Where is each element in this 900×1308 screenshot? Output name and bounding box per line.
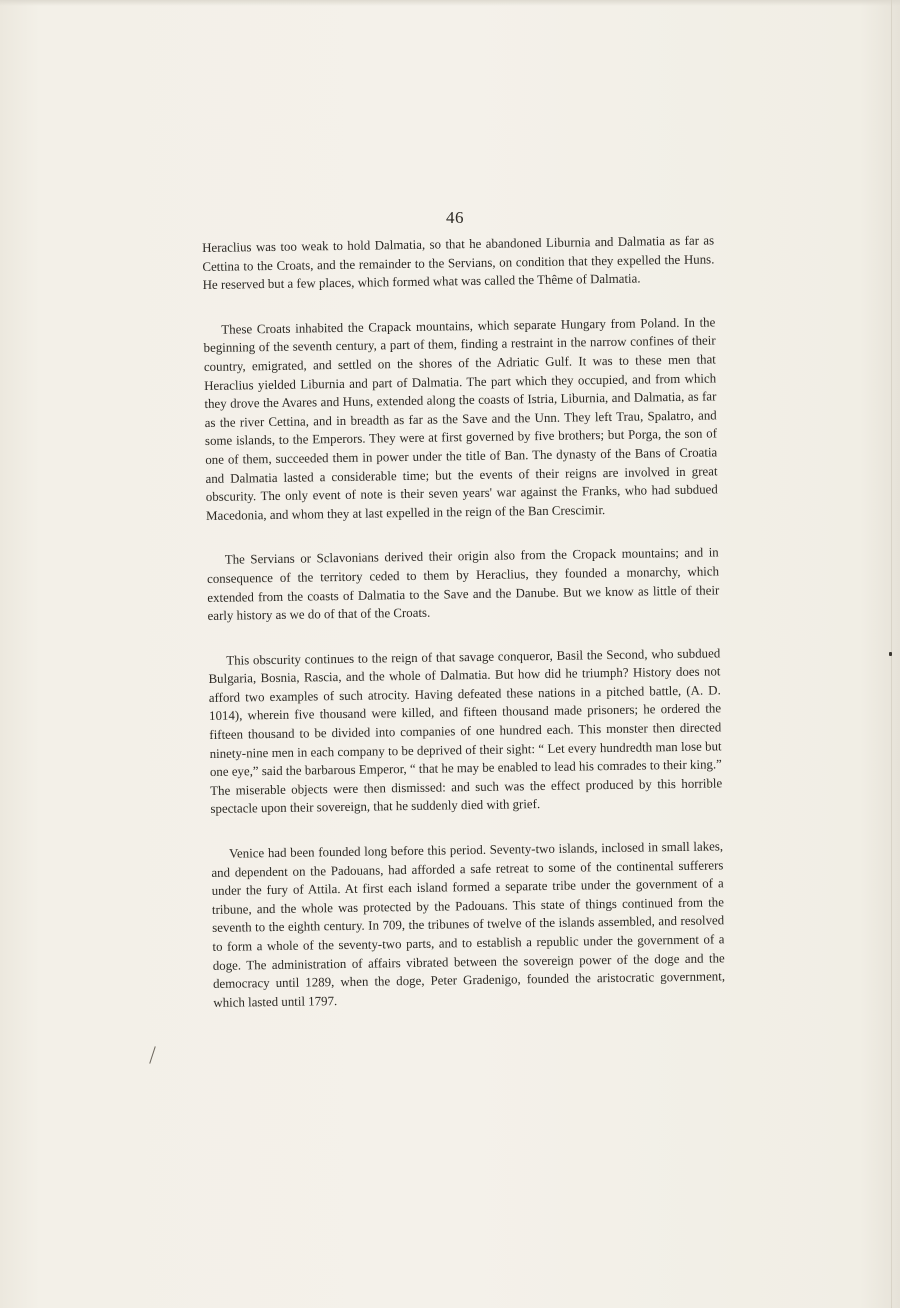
paragraph-croats: These Croats inhabited the Crapack mountains, which separate Hungary from Poland. In the beginning of the seventh century, a part of them, finding a restraint in the narrow confines of their country, emigrated, and settled on the shores of the Adriatic Gulf. It was to these men that Heraclius yielded Liburnia and part of Dalmatia. The part which they occupied, and from which they drove the Avares and Huns, extended along the coasts of Istria, Liburnia, and Dalmatia, as far as the river Cettina, and in breadth as far as the Save and the Unn. They left Trau, Spalatro, and some islands, to the Emperors. They were at first governed by five brothers; but Porga, the son of one of them, succeeded them in power under the title of Ban. The dynasty of the Bans of Croatia and Dalmatia lasted a considerable time; but the events of their reigns are involved in great obscurity. The only event of note is their seven years' war against the Franks, who had subdued Macedonia, and whom they at last expelled in the reign of the Ban Crescimir.	[203, 315, 718, 523]
pencil-mark	[149, 1046, 156, 1063]
body-text	[202, 231, 726, 1038]
paragraph-heraclius: Heraclius was too weak to hold Dalmatia, so that he abandoned Liburnia and Dalmatia as far as Cettina to the Croats, and the remainder to the Servians, on condition that they expelled the Huns. He reserved but a few places, which formed what was called the Thême of Dalmatia.	[202, 233, 715, 293]
edge-speck	[889, 652, 892, 656]
page-number: 46	[446, 208, 464, 227]
paragraph-servians: The Servians or Sclavonians derived their origin also from the Cropack mountains; and in consequence of the territory ceded to them by Heraclius, they founded a monarchy, which extended from the coasts of Dalmatia to the Save and the Danube. But we know as little of their early history as we do of that of the Croats.	[206, 545, 720, 624]
paragraph-venice: Venice had been founded long before this period. Seventy-two islands, inclosed in small lakes, and dependent on the Padouans, had afforded a safe retreat to some of the continental sufferers under the fury of Attila. At first each island formed a separate tribe under the government of a tribune, and the whole was protected by the Padouans. This state of things continued from the seventh to the eighth century. In 709, the tribunes of twelve of the islands assembled, and resolved to form a whole of the seventy-two parts, and to establish a republic under the government of a doge. The administration of affairs vibrated between the sovereign power of the doge and the democracy until 1289, when the doge, Peter Gradenigo, founded the aristocratic government, which lasted until 1797.	[211, 839, 726, 1010]
page-top-shadow	[0, 0, 900, 6]
paragraph-basil: This obscurity continues to the reign of that savage conqueror, Basil the Second, who subdued Bulgaria, Bosnia, Rascia, and the whole of Dalmatia. But how did he triumph? History does not afford two examples of such atrocity. Having defeated these nations in a pitched battle, (A. D. 1014), wherein five thousand were killed, and fifteen thousand made prisoners; he ordered the fifteen thousand to be divided into companies of one hundred each. This monster then directed ninety-nine men in each company to be deprived of their sight: “ Let every hundredth man lose but one eye,” said the barbarous Emperor, “ that he may be enabled to lead his comrades to their king.” The miserable objects were then dismissed: and such was the effect produced by this horrible spectacle upon their sovereign, that he suddenly died with grief.	[208, 646, 723, 817]
